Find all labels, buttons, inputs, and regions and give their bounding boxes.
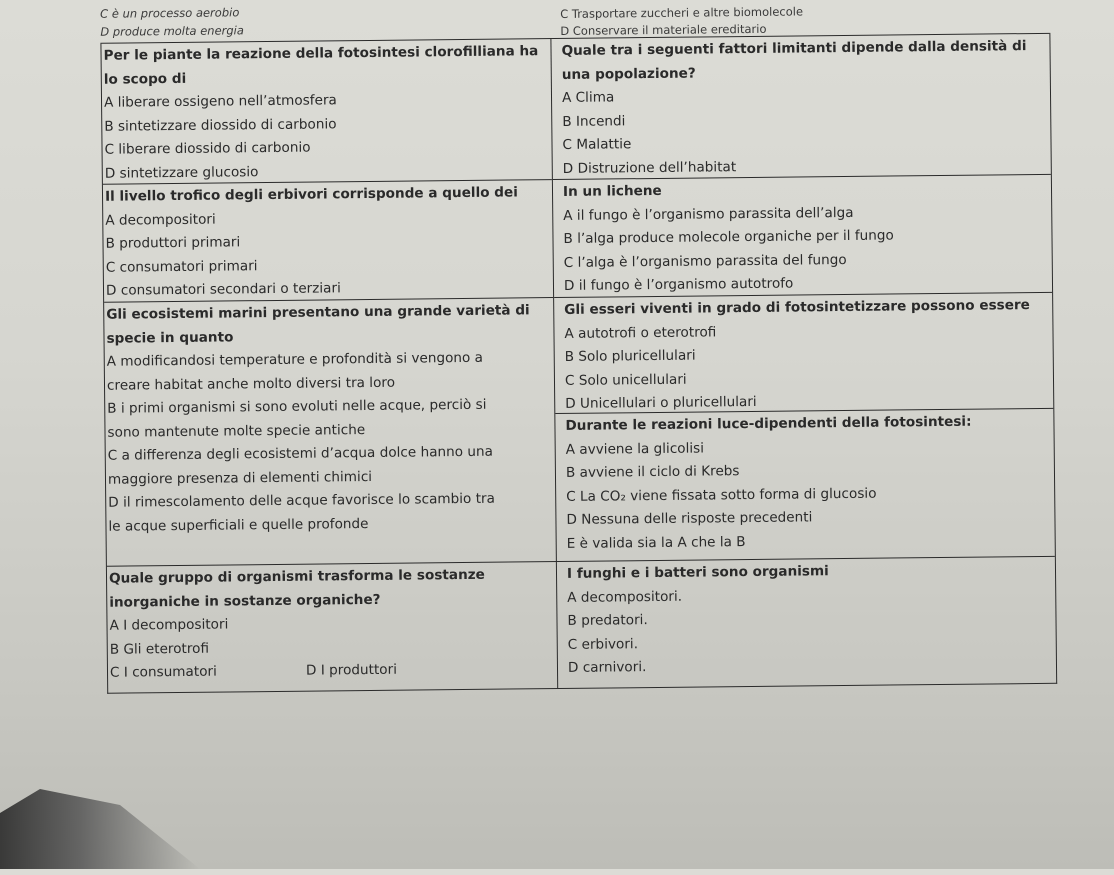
answer-option: D I produttori (305, 661, 398, 679)
question-text: Durante le reazioni luce-dipendenti della fotosintesi: (565, 413, 972, 434)
answer-option: D consumatori secondari o terziari (105, 280, 341, 299)
question-block (564, 294, 1049, 417)
question-block (567, 558, 1052, 681)
question-text: specie in quanto (106, 328, 234, 347)
answer-option: C La CO₂ viene fissata sotto forma di glucosio (566, 485, 877, 505)
answer-option: A Clima (561, 89, 615, 106)
answer-option: C I consumatori (109, 663, 217, 681)
answer-option: B predatori. (567, 612, 648, 629)
answer-option: B avviene il ciclo di Krebs (565, 463, 740, 481)
answer-option: A autotrofi o eterotrofi (564, 323, 717, 342)
answer-option: D carnivori. (567, 659, 647, 676)
answer-option: D Distruzione dell’habitat (562, 158, 737, 177)
answer-option: B Incendi (562, 112, 626, 130)
question-text: lo scopo di (103, 70, 187, 88)
question-block (106, 299, 553, 539)
answer-option: maggiore presenza di elementi chimici (107, 468, 373, 488)
answer-option: A I decompositori (109, 616, 229, 634)
answer-option: C Solo unicellulari (564, 371, 687, 389)
question-text: I funghi e i batteri sono organismi (566, 563, 829, 582)
answer-option: creare habitat anche molto diversi tra loro (106, 374, 396, 394)
question-text: Gli esseri viventi in grado di fotosintetizzare possono essere (564, 297, 1030, 318)
question-text: In un lichene (562, 182, 662, 200)
answer-option: A avviene la glicolisi (565, 439, 705, 458)
question-block (565, 410, 1050, 556)
answer-option: C liberare diossido di carbonio (104, 139, 311, 158)
answer-option: C l’alga è l’organismo parassita del fungo (563, 251, 847, 271)
answer-option: B produttori primari (105, 234, 241, 252)
question-block (105, 181, 551, 303)
answer-option: D il fungo è l’organismo autotrofo (563, 275, 794, 294)
answer-option: A modificandosi temperature e profondità si vengono a (106, 349, 484, 370)
question-text: Quale gruppo di organismi trasforma le sostanze (108, 566, 485, 587)
answer-option: D Nessuna delle risposte precedenti (566, 509, 813, 528)
answer-option: le acque superficiali e quelle profonde (108, 515, 369, 535)
answer-option: D Unicellulari o pluricellulari (565, 393, 757, 412)
question-text: inorganiche in sostanze organiche? (109, 591, 381, 611)
answer-option: A il fungo è l’organismo parassita dell’alga (563, 204, 854, 224)
answer-option: B l’alga produce molecole organiche per il fungo (563, 227, 894, 247)
question-text: Quale tra i seguenti fattori limitanti dipende dalla densità di (561, 38, 1027, 59)
answer-option: C a differenza degli ecosistemi d’acqua dolce hanno una (107, 443, 493, 464)
answer-option: B sintetizzare diossido di carbonio (104, 115, 337, 135)
answer-option: C erbivori. (567, 635, 639, 653)
answer-option: A decompositori. (567, 588, 683, 606)
quiz-table (100, 33, 1057, 694)
answer-option-pair (110, 657, 555, 685)
answer-option: E è valida sia la A che la B (566, 533, 746, 552)
answer-option: A liberare ossigeno nell’atmosfera (103, 92, 337, 111)
question-block (561, 35, 1046, 181)
answer-option: C Malattie (562, 136, 632, 153)
answer-option: D il rimescolamento delle acque favorisce lo scambio tra (108, 490, 495, 511)
question-text: Per le piante la reazione della fotosintesi clorofilliana ha (103, 43, 539, 64)
question-text: una popolazione? (561, 65, 696, 83)
question-text: Gli ecosistemi marini presentano una grande varietà di (106, 302, 530, 323)
answer-option: D sintetizzare glucosio (104, 163, 259, 182)
question-block (103, 40, 549, 186)
fragment-left-2: D produce molta energia (100, 23, 244, 39)
question-text: Il livello trofico degli erbivori corrisponde a quello dei (104, 184, 518, 205)
question-block (563, 176, 1048, 299)
question-block (109, 563, 555, 685)
fragment-left-1: C è un processo aerobio (100, 5, 240, 21)
fragment-right-2: D Conservare il materiale ereditario (560, 21, 767, 38)
answer-option: B i primi organismi si sono evoluti nelle acque, perciò si (107, 396, 487, 417)
answer-option: sono mantenute molte specie antiche (107, 421, 366, 441)
answer-option: B Gli eterotrofi (109, 640, 210, 658)
answer-option: C consumatori primari (105, 257, 258, 276)
answer-option: B Solo pluricellulari (564, 347, 696, 365)
answer-option: A decompositori (105, 211, 216, 229)
fragment-right-1: C Trasportare zuccheri e altre biomolecole (560, 4, 804, 21)
